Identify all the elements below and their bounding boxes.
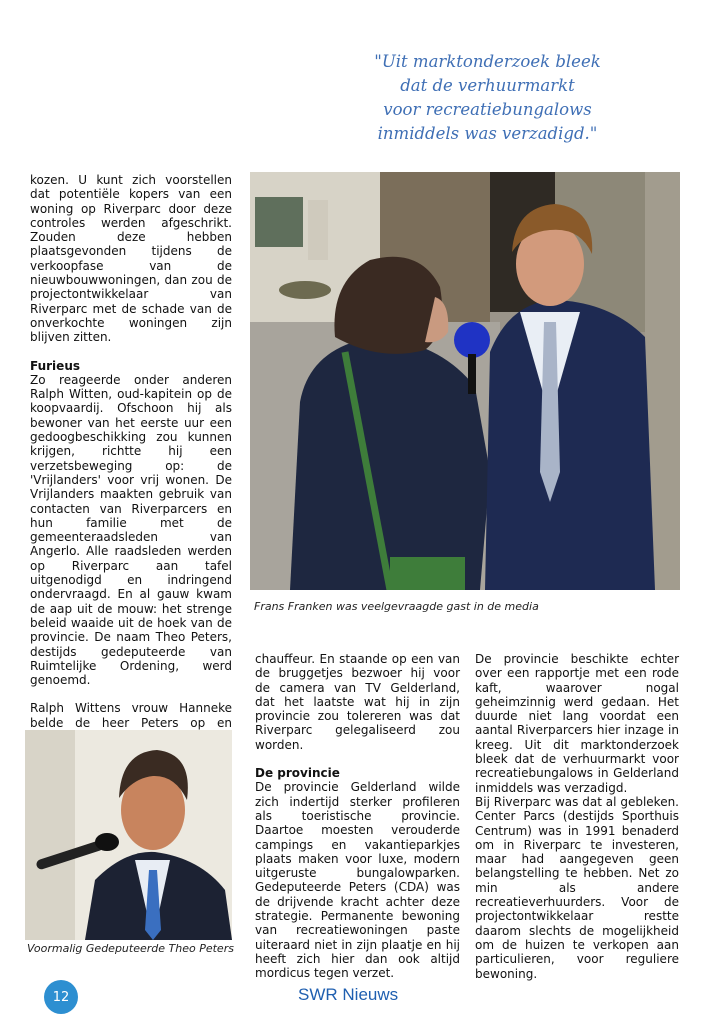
paragraph: Zo reageerde onder anderen Ralph Witten, oud-kapitein op de koopvaardij. Ofschoon hij als bewoner van het eerste uur een gedoogbeschikking zou kunnen krijgen, richtte hij een verzetsbeweging op: de 'Vrijlanders' voor vrij wonen. De Vrijlanders maakten gebruik van contacten van Riverparcers en hun familie met de gemeenteraadsleden van Angerlo. Alle raadsleden werden op Riverparc aan tafel uitgenodigd en indringend ondervraagd. En al gauw kwam de aap uit de mouw: het strenge beleid waaide uit de hoek van de provincie. De naam Theo Peters, destijds gedeputeerde van Ruimtelijke Ordening, werd genoemd. [30,372,232,688]
paragraph: Bij Riverparc was dat al gebleken. Center Parcs (destijds Sporthuis Centrum) was in 1991 benaderd om in Riverparc te investeren, maar had aangegeven geen belangstelling te hebben. Net zo min als andere recreatieverhuurders. Voor de projectontwikkelaar restte daarom slechts de mogelijkheid om de huizen te verkopen aan particulieren, voor reguliere bewoning. [475,794,679,981]
section-heading-provincie: De provincie [255,766,340,781]
section-heading-furieus: Furieus [30,358,80,373]
photo-caption: Voormalig Gedeputeerde Theo Peters [27,942,234,955]
pull-quote-line: dat de verhuurmarkt [400,76,575,95]
page-number-badge: 12 [44,980,78,1014]
pull-quote-line: "Uit marktonderzoek bleek [374,52,601,71]
interview-photo [250,172,680,590]
paragraph: Ralph Wittens vrouw Hanneke belde de heer Peters op en [30,701,232,730]
article-column-2 [255,652,460,981]
paragraph: kozen. U kunt zich voorstellen dat potentiële kopers van een woning op Riverparc door deze controles werden afgeschrikt. Zouden deze hebben plaatsgevonden tijdens de verkoopfase van de nieuwbouwwoningen, dan zou de projectontwikkelaar van Riverparc met de schade van de onverkochte woningen zijn blijven zitten. [30,173,232,345]
article-column-3 [475,652,679,981]
speaker-photo [25,730,232,940]
speaker-photo-illustration [25,730,232,940]
pull-quote-line: inmiddels was verzadigd." [377,124,598,143]
paragraph: De provincie beschikte echter over een rapportje met een rode kaft, waarover nogal geheimzinnig werd gedaan. Het duurde niet lang voordat een aantal Riverparcers hier inzage in kreeg. Uit dit marktonderzoek bleek dat de verhuurmarkt voor recreatiebungalows in Gelderland inmiddels was verzadigd. [475,652,679,795]
publication-title: SWR Nieuws [298,985,399,1004]
photo-caption: Frans Franken was veelgevraagde gast in de media [254,600,539,613]
article-column-1 [30,173,232,773]
pull-quote [335,50,640,146]
interview-photo-illustration [250,172,680,590]
paragraph: De provincie Gelderland wilde zich indertijd sterker profileren als toeristische provincie. Daartoe moesten verouderde campings en vakantieparkjes plaats maken voor luxe, modern uitgeruste bungalowparken. Gedeputeerde Peters (CDA) was de drijvende kracht achter deze strategie. Permanente bewoning van recreatiewoningen paste uiteraard niet in zijn plaatje en hij heeft zich hier dan ook altijd mordicus tegen verzet. [255,780,460,981]
paragraph: chauffeur. En staande op een van de bruggetjes bezwoer hij voor de camera van TV Gelderland, dat het laatste wat hij in zijn provincie zou tolereren was dat Riverparc gelegaliseerd zou worden. [255,652,460,752]
pull-quote-line: voor recreatiebungalows [383,100,592,119]
